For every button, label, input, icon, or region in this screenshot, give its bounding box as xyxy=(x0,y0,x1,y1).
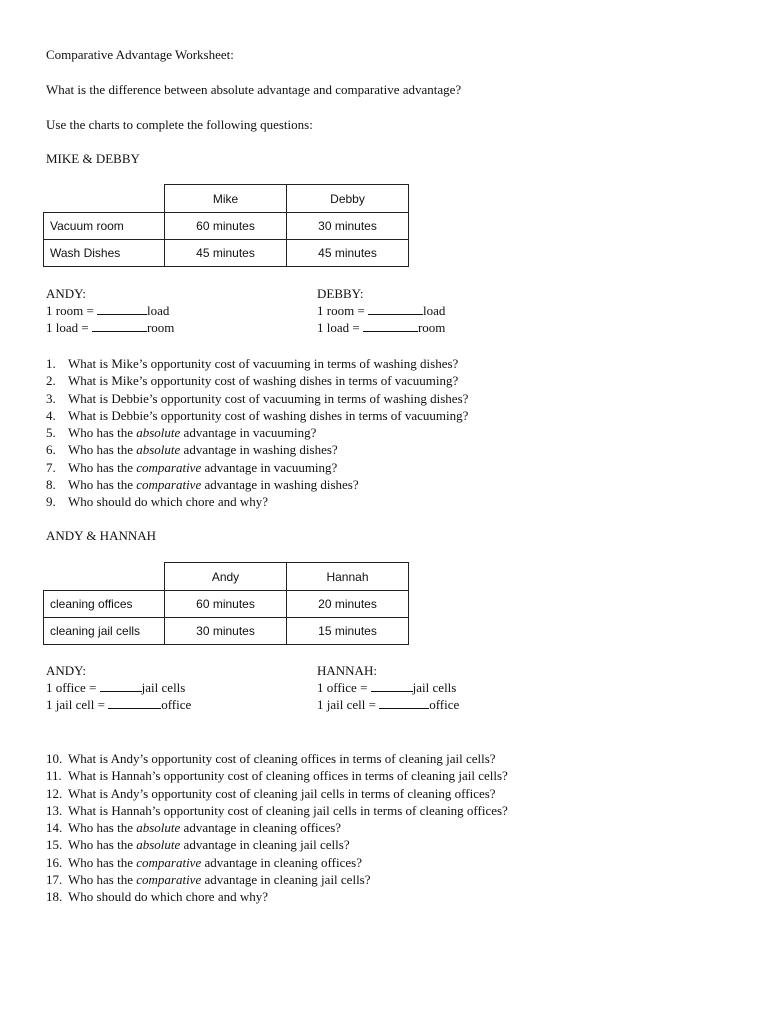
calc-block-right-1 xyxy=(317,285,445,336)
list-item xyxy=(46,476,468,493)
list-item xyxy=(46,871,508,888)
question-number: 16. xyxy=(46,854,63,870)
calc-suffix: load xyxy=(147,303,170,318)
calc-name: ANDY: xyxy=(46,663,86,678)
question-text-end: advantage in washing dishes? xyxy=(180,442,338,458)
table-cell: 45 minutes xyxy=(287,240,409,267)
calc-line xyxy=(317,679,459,696)
question-number: 12. xyxy=(46,785,63,801)
list-item xyxy=(46,854,508,871)
table-cell: 20 minutes xyxy=(287,591,409,618)
question-number: 10. xyxy=(46,751,63,766)
question-text: What is Hannah’s opportunity cost of cleaning jail cells in terms of cleaning offices? xyxy=(68,802,508,818)
question-number: 3. xyxy=(46,390,56,406)
question-number: 9. xyxy=(46,494,56,510)
question-emphasis: comparative xyxy=(136,477,202,493)
table-cell: 15 minutes xyxy=(287,618,409,645)
list-item xyxy=(46,459,468,476)
calc-prefix: 1 room = xyxy=(46,303,98,318)
question-list-1 xyxy=(46,355,468,511)
calc-suffix: load xyxy=(423,303,446,318)
question-text: What is Andy’s opportunity cost of cleaning jail cells in terms of cleaning offices? xyxy=(68,785,496,801)
chart-andy-hannah xyxy=(43,562,409,645)
question-text-end: advantage in cleaning jail cells? xyxy=(180,837,350,853)
calc-suffix: jail cells xyxy=(412,680,457,695)
question-number: 1. xyxy=(46,356,56,371)
intro-question: What is the difference between absolute advantage and comparative advantage? xyxy=(46,82,462,97)
question-emphasis: absolute xyxy=(136,820,181,836)
list-item xyxy=(46,407,468,424)
table-cell: 30 minutes xyxy=(165,618,287,645)
list-item xyxy=(46,836,508,853)
column-header: Andy xyxy=(165,563,287,591)
question-text: Who has the xyxy=(68,425,137,441)
table-row xyxy=(44,591,409,618)
chart-corner xyxy=(44,563,165,591)
question-number: 7. xyxy=(46,459,56,475)
question-text: Who has the xyxy=(68,854,137,870)
table-cell: 30 minutes xyxy=(287,213,409,240)
instructions: Use the charts to complete the following questions: xyxy=(46,117,313,132)
question-text-end: advantage in vacuuming? xyxy=(180,425,317,441)
table-row xyxy=(44,240,409,267)
question-number: 11. xyxy=(46,768,62,784)
list-item xyxy=(46,767,508,784)
question-text: Who has the xyxy=(68,442,137,458)
question-number: 2. xyxy=(46,373,56,389)
list-item xyxy=(46,441,468,458)
question-text: Who has the xyxy=(68,459,137,475)
question-list-2 xyxy=(46,750,508,906)
calc-line xyxy=(46,696,191,713)
row-label: Vacuum room xyxy=(44,213,165,240)
calc-name: HANNAH: xyxy=(317,663,377,678)
question-text: Who should do which chore and why? xyxy=(68,494,269,510)
question-text: Who has the xyxy=(68,477,137,493)
list-item xyxy=(46,424,468,441)
calc-suffix: room xyxy=(417,320,446,335)
calc-suffix: office xyxy=(161,697,192,712)
question-number: 8. xyxy=(46,477,56,493)
calc-block-left-2 xyxy=(46,662,191,713)
column-header: Mike xyxy=(165,185,287,213)
question-number: 4. xyxy=(46,407,56,423)
list-item xyxy=(46,493,468,510)
calc-block-left-1 xyxy=(46,285,174,336)
section-heading-mike-debby: MIKE & DEBBY xyxy=(46,151,140,166)
question-number: 5. xyxy=(46,425,56,441)
calc-line xyxy=(317,319,445,336)
list-item xyxy=(46,750,508,767)
row-label: Wash Dishes xyxy=(44,240,165,267)
table-cell: 60 minutes xyxy=(165,591,287,618)
calc-block-right-2 xyxy=(317,662,459,713)
question-text-end: advantage in vacuuming? xyxy=(201,459,338,475)
question-text: Who has the xyxy=(68,872,137,888)
question-text: What is Mike’s opportunity cost of washing dishes in terms of vacuuming? xyxy=(68,373,459,389)
question-number: 14. xyxy=(46,820,63,836)
answer-blank[interactable] xyxy=(92,320,147,332)
calc-prefix: 1 load = xyxy=(46,320,92,335)
row-label: cleaning offices xyxy=(44,591,165,618)
answer-blank[interactable] xyxy=(108,697,161,709)
calc-suffix: room xyxy=(146,320,175,335)
calc-line xyxy=(317,302,445,319)
list-item xyxy=(46,785,508,802)
question-text-end: advantage in cleaning jail cells? xyxy=(201,872,371,888)
calc-name: ANDY: xyxy=(46,286,86,301)
question-number: 18. xyxy=(46,889,63,905)
list-item xyxy=(46,802,508,819)
answer-blank[interactable] xyxy=(379,697,429,709)
chart-header-row xyxy=(44,563,409,591)
calc-name: DEBBY: xyxy=(317,286,364,301)
question-number: 6. xyxy=(46,442,56,458)
answer-blank[interactable] xyxy=(371,680,413,692)
calc-prefix: 1 office = xyxy=(317,680,371,695)
question-emphasis: comparative xyxy=(136,854,202,870)
question-text-end: advantage in cleaning offices? xyxy=(201,854,362,870)
calc-suffix: office xyxy=(429,697,460,712)
chart-corner xyxy=(44,185,165,213)
question-emphasis: comparative xyxy=(136,872,202,888)
question-number: 17. xyxy=(46,872,63,888)
calc-line xyxy=(46,319,174,336)
answer-blank[interactable] xyxy=(363,320,418,332)
calc-prefix: 1 jail cell = xyxy=(46,697,109,712)
calc-suffix: jail cells xyxy=(141,680,186,695)
question-text-end: advantage in cleaning offices? xyxy=(180,820,342,836)
row-label: cleaning jail cells xyxy=(44,618,165,645)
question-text: Who has the xyxy=(68,820,137,836)
worksheet-title: Comparative Advantage Worksheet: xyxy=(46,47,234,62)
calc-line xyxy=(46,302,174,319)
column-header: Hannah xyxy=(287,563,409,591)
question-text: What is Debbie’s opportunity cost of vacuuming in terms of washing dishes? xyxy=(68,390,469,406)
list-item xyxy=(46,372,468,389)
list-item xyxy=(46,819,508,836)
question-emphasis: absolute xyxy=(136,442,181,458)
table-row xyxy=(44,618,409,645)
table-row xyxy=(44,213,409,240)
question-emphasis: absolute xyxy=(136,425,181,441)
question-emphasis: absolute xyxy=(136,837,181,853)
question-text: What is Mike’s opportunity cost of vacuuming in terms of washing dishes? xyxy=(68,356,459,371)
calc-line xyxy=(46,679,191,696)
answer-blank[interactable] xyxy=(97,303,147,315)
calc-prefix: 1 jail cell = xyxy=(317,697,380,712)
list-item xyxy=(46,390,468,407)
column-header: Debby xyxy=(287,185,409,213)
list-item xyxy=(46,355,468,372)
question-text: What is Andy’s opportunity cost of cleaning offices in terms of cleaning jail cells? xyxy=(68,751,496,766)
answer-blank[interactable] xyxy=(100,680,142,692)
section-heading-andy-hannah: ANDY & HANNAH xyxy=(46,528,157,543)
question-text: What is Hannah’s opportunity cost of cleaning offices in terms of cleaning jail cells? xyxy=(68,768,508,784)
list-item xyxy=(46,888,508,905)
question-text-end: advantage in washing dishes? xyxy=(201,477,359,493)
table-cell: 60 minutes xyxy=(165,213,287,240)
chart-header-row xyxy=(44,185,409,213)
chart-mike-debby xyxy=(43,184,409,267)
question-text: What is Debbie’s opportunity cost of washing dishes in terms of vacuuming? xyxy=(68,407,469,423)
question-text: Who should do which chore and why? xyxy=(68,889,269,905)
calc-line xyxy=(317,696,459,713)
calc-prefix: 1 office = xyxy=(46,680,100,695)
question-number: 13. xyxy=(46,802,63,818)
table-cell: 45 minutes xyxy=(165,240,287,267)
answer-blank[interactable] xyxy=(368,303,423,315)
question-number: 15. xyxy=(46,837,63,853)
calc-prefix: 1 room = xyxy=(317,303,369,318)
calc-prefix: 1 load = xyxy=(317,320,363,335)
question-text: Who has the xyxy=(68,837,137,853)
question-emphasis: comparative xyxy=(136,459,202,475)
